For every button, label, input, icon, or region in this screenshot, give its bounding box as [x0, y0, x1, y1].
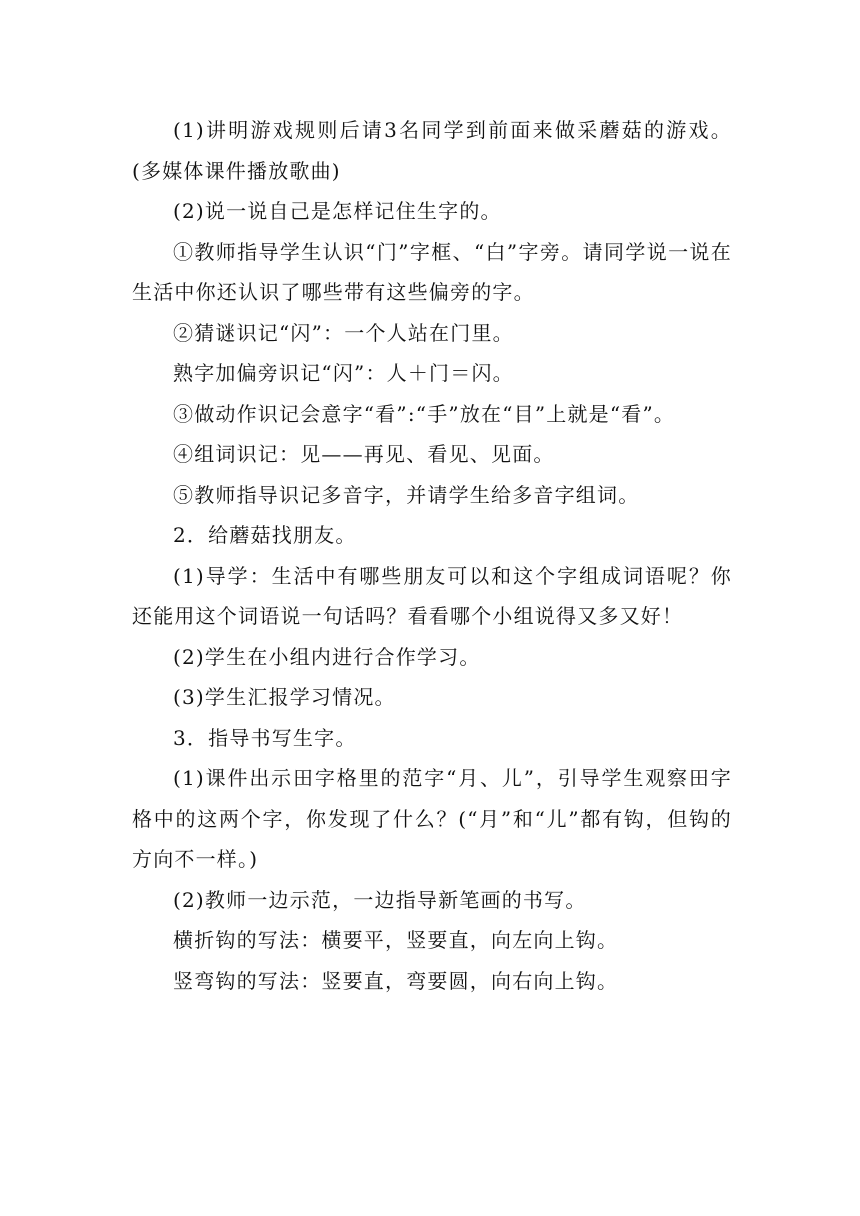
paragraph-model-characters: (1)课件出示田字格里的范字“月、儿”，引导学生观察田字格中的这两个字，你发现了什么？(“月”和“儿”都有钩，但钩的方向不一样。) [132, 766, 732, 871]
paragraph-radicals: ①教师指导学生认识“门”字框、“白”字旁。请同学说一说在生活中你还认识了哪些带有这些偏旁的字。 [132, 239, 732, 304]
paragraph-riddle: ②猜谜识记“闪”：一个人站在门里。 [173, 320, 514, 345]
paragraph-polyphone: ⑤教师指导识记多音字，并请学生给多音字组词。 [173, 482, 640, 507]
paragraph-guided-study: (1)导学：生活中有哪些朋友可以和这个字组成词语呢？你还能用这个词语说一句话吗？看看哪个小组说得又多又好！ [132, 563, 732, 628]
paragraph-report: (3)学生汇报学习情况。 [173, 685, 396, 709]
paragraph-add-radical: 熟字加偏旁识记“闪”：人＋门＝闪。 [173, 361, 514, 385]
document-body [132, 110, 732, 1001]
paragraph-vertical-hook: 竖弯钩的写法：竖要直，弯要圆，向右向上钩。 [173, 968, 619, 993]
paragraph-demonstration: (2)教师一边示范，一边指导新笔画的书写。 [173, 887, 587, 912]
paragraph-group-work: (2)学生在小组内进行合作学习。 [173, 644, 481, 669]
paragraph-action: ③做动作识记会意字“看”:“手”放在“目”上就是“看”。 [173, 401, 676, 426]
section-heading-3: 3．指导书写生字。 [173, 725, 357, 750]
paragraph-memorize-method: (2)说一说自己是怎样记住生字的。 [173, 199, 502, 223]
paragraph-horizontal-hook: 横折钩的写法：横要平，竖要直，向左向上钩。 [173, 928, 619, 952]
paragraph-game-rules: (1)讲明游戏规则后请3名同学到前面来做采蘑菇的游戏。(多媒体课件播放歌曲) [132, 118, 732, 183]
paragraph-word-group: ④组词识记：见——再见、看见、见面。 [173, 442, 555, 466]
section-heading-2: 2．给蘑菇找朋友。 [173, 523, 357, 547]
